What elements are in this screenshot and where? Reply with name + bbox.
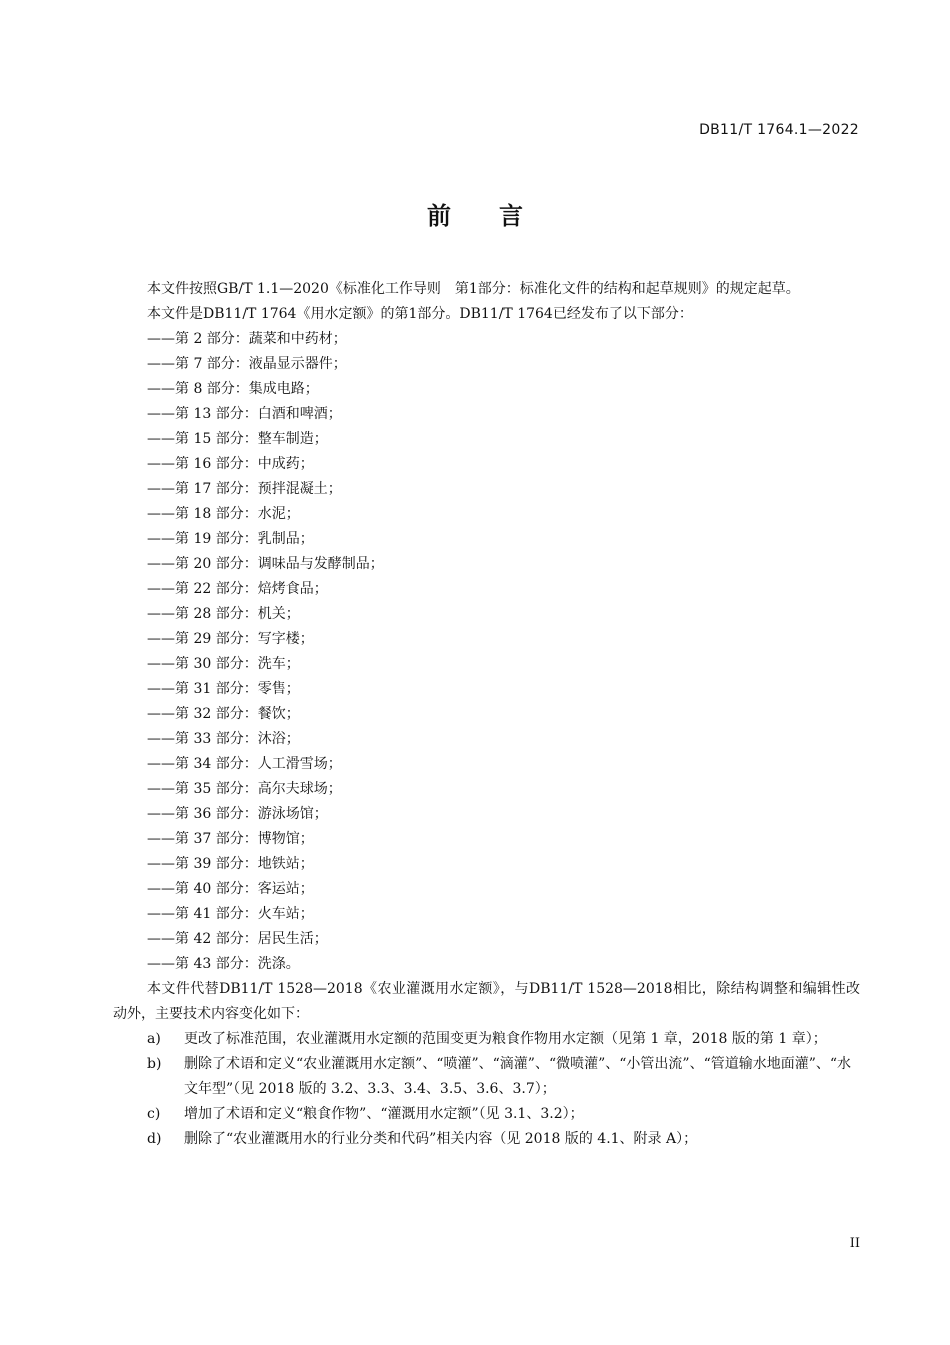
change-text: 更改了标准范围，农业灌溉用水定额的范围变更为粮食作物用水定额（见第 1 章，2018 版的第 1 章）； bbox=[184, 1031, 827, 1047]
list-item: ——第 29 部分：写字楼； bbox=[147, 631, 314, 647]
list-item: ——第 42 部分：居民生活； bbox=[147, 931, 328, 947]
change-text: 增加了术语和定义“粮食作物”、“灌溉用水定额”（见 3.1、3.2）； bbox=[184, 1106, 584, 1122]
change-text: 删除了“农业灌溉用水的行业分类和代码”相关内容（见 2018 版的 4.1、附录 A）； bbox=[184, 1131, 698, 1147]
replace-paragraph: 本文件代替DB11/T 1528—2018《农业灌溉用水定额》，与DB11/T 1528—2018相比，除结构调整和编辑性改动外，主要技术内容变化如下： bbox=[113, 981, 860, 1022]
document-body bbox=[113, 277, 860, 1152]
list-item: ——第 31 部分：零售； bbox=[147, 681, 300, 697]
change-item bbox=[113, 1052, 860, 1102]
page-title: 前言 bbox=[427, 202, 571, 230]
list-item: ——第 2 部分：蔬菜和中药材； bbox=[147, 331, 347, 347]
list-item: ——第 37 部分：博物馆； bbox=[147, 831, 314, 847]
list-item: ——第 19 部分：乳制品； bbox=[147, 531, 314, 547]
change-label: c) bbox=[147, 1106, 161, 1122]
list-item: ——第 7 部分：液晶显示器件； bbox=[147, 356, 347, 372]
change-item bbox=[113, 1102, 860, 1127]
list-item: ——第 15 部分：整车制造； bbox=[147, 431, 328, 447]
list-item: ——第 8 部分：集成电路； bbox=[147, 381, 319, 397]
change-item bbox=[113, 1027, 860, 1052]
list-item: ——第 35 部分：高尔夫球场； bbox=[147, 781, 342, 797]
changes-list bbox=[113, 1027, 860, 1152]
change-label: d) bbox=[147, 1131, 162, 1147]
intro-paragraph-1: 本文件按照GB/T 1.1—2020《标准化工作导则 第1部分：标准化文件的结构和起草规则》的规定起草。 bbox=[147, 281, 800, 297]
list-item: ——第 30 部分：洗车； bbox=[147, 656, 300, 672]
list-item: ——第 18 部分：水泥； bbox=[147, 506, 300, 522]
list-item: ——第 33 部分：沐浴； bbox=[147, 731, 300, 747]
list-item: ——第 16 部分：中成药； bbox=[147, 456, 314, 472]
list-item: ——第 39 部分：地铁站； bbox=[147, 856, 314, 872]
list-item: ——第 36 部分：游泳场馆； bbox=[147, 806, 328, 822]
list-item: ——第 32 部分：餐饮； bbox=[147, 706, 300, 722]
page-number: II bbox=[849, 1236, 860, 1251]
list-item: ——第 20 部分：调味品与发酵制品； bbox=[147, 556, 384, 572]
list-item: ——第 43 部分：洗涤。 bbox=[147, 956, 300, 972]
document-code: DB11/T 1764.1—2022 bbox=[699, 122, 859, 138]
list-item: ——第 40 部分：客运站； bbox=[147, 881, 314, 897]
change-label: a) bbox=[147, 1031, 161, 1047]
list-item: ——第 34 部分：人工滑雪场； bbox=[147, 756, 342, 772]
change-text: 删除了术语和定义“农业灌溉用水定额”、“喷灌”、“滴灌”、“微喷灌”、“小管出流”、“管道输水地面灌”、“水文年型”（见 2018 版的 3.2、3.3、3.4、3.5、3.6、3.7）； bbox=[184, 1056, 852, 1097]
change-item bbox=[113, 1127, 860, 1152]
change-label: b) bbox=[147, 1056, 162, 1072]
list-item: ——第 22 部分：焙烤食品； bbox=[147, 581, 328, 597]
list-item: ——第 28 部分：机关； bbox=[147, 606, 300, 622]
parts-list bbox=[113, 327, 860, 977]
list-item: ——第 13 部分：白酒和啤酒； bbox=[147, 406, 342, 422]
list-item: ——第 17 部分：预拌混凝土； bbox=[147, 481, 342, 497]
intro-paragraph-2: 本文件是DB11/T 1764《用水定额》的第1部分。DB11/T 1764已经发布了以下部分： bbox=[147, 306, 693, 322]
list-item: ——第 41 部分：火车站； bbox=[147, 906, 314, 922]
